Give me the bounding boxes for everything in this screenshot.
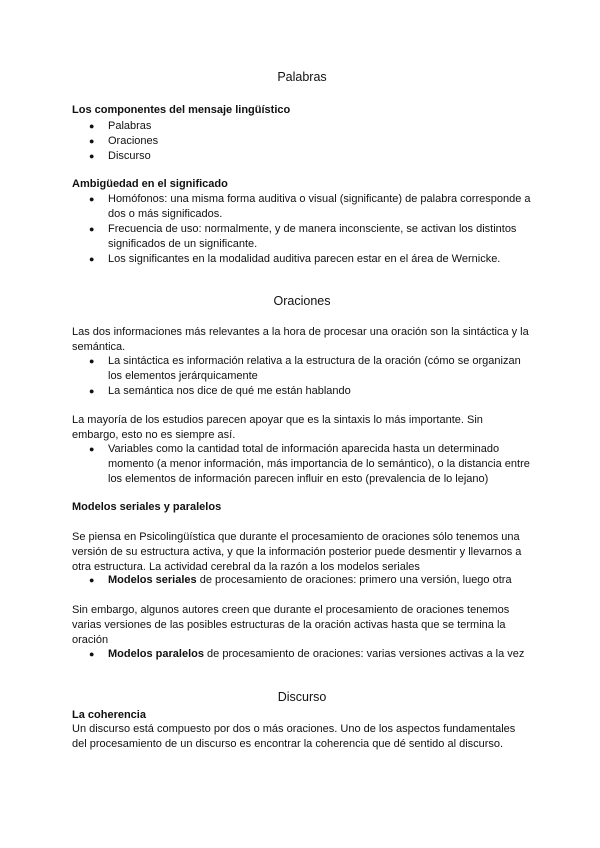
section-title-palabras: Palabras (277, 70, 327, 84)
paragraph-sin-embargo: Sin embargo, algunos autores creen que durante el procesamiento de oraciones tenemos varias versiones de las posibles estructuras de la oración activas hasta que se termina la oración (72, 604, 510, 646)
bullet-icon: ● (89, 649, 95, 659)
paragraph-intro: Las dos informaciones más relevantes a la hora de procesar una oración son la sintáctica y la semántica. (72, 326, 529, 353)
term-paralelos: Modelos paralelos (108, 648, 204, 660)
paragraph-modelos-intro: Se piensa en Psicolingüística que durante el procesamiento de oraciones sólo tenemos una versión de su estructura activa, y que la información posterior puede desmentir y llevarnos a otra estructura. La actividad cerebral da la razón a los modelos seriales (72, 531, 522, 573)
list-item: ● Oraciones (89, 135, 159, 147)
bullet-icon: ● (89, 444, 95, 454)
list-item: ● La sintáctica es información relativa a la estructura de la oración (cómo se organizan los elementos jerárquicamente (89, 355, 521, 382)
list-item: ● Modelos seriales de procesamiento de oraciones: primero una versión, luego otra (89, 574, 512, 586)
bullet-icon: ● (89, 121, 95, 131)
bullet-icon: ● (89, 151, 95, 161)
bullet-icon: ● (89, 254, 95, 264)
list-sintaxis (72, 442, 532, 487)
heading-coherencia: La coherencia (72, 709, 146, 721)
list-paralelos (72, 647, 532, 662)
paragraph-coherencia: Un discurso está compuesto por dos o más oraciones. Uno de los aspectos fundamentales del procesamiento de un discurso es encontrar la coherencia que dé sentido al discurso. (72, 723, 516, 750)
bullet-icon: ● (89, 136, 95, 146)
list-item: ● Los significantes en la modalidad auditiva parecen estar en el área de Wernicke. (89, 253, 501, 265)
list-componentes (72, 119, 532, 164)
list-intro (72, 354, 532, 399)
heading-ambiguedad: Ambigüedad en el significado (72, 178, 228, 190)
list-item: ● Discurso (89, 150, 151, 162)
list-item: ● Frecuencia de uso: normalmente, y de manera inconsciente, se activan los distintos significados de un significante. (89, 223, 517, 250)
list-item: ● Homófonos: una misma forma auditiva o visual (significante) de palabra corresponde a dos o más significados. (89, 193, 531, 220)
bullet-icon: ● (89, 194, 95, 204)
list-item: ● La semántica nos dice de qué me están hablando (89, 385, 351, 397)
term-seriales: Modelos seriales (108, 574, 197, 586)
list-item: ● Palabras (89, 120, 152, 132)
list-item: ● Modelos paralelos de procesamiento de oraciones: varias versiones activas a la vez (89, 648, 525, 660)
paragraph-sintaxis: La mayoría de los estudios parecen apoyar que es la sintaxis lo más importante. Sin embargo, esto no es siempre así. (72, 414, 483, 441)
bullet-icon: ● (89, 386, 95, 396)
bullet-icon: ● (89, 224, 95, 234)
bullet-icon: ● (89, 575, 95, 585)
section-title-discurso: Discurso (277, 690, 327, 704)
section-title-oraciones: Oraciones (273, 294, 331, 308)
list-ambiguedad (72, 192, 532, 267)
heading-modelos: Modelos seriales y paralelos (72, 501, 222, 513)
bullet-icon: ● (89, 356, 95, 366)
heading-componentes: Los componentes del mensaje lingüístico (72, 104, 291, 116)
list-item: ● Variables como la cantidad total de información aparecida hasta un determinado momento (a menor información, más importancia de lo semántico), o la distancia entre los elementos de información parecen influir en esto (prevalencia de lo lejano) (89, 443, 530, 485)
list-seriales (72, 573, 532, 588)
